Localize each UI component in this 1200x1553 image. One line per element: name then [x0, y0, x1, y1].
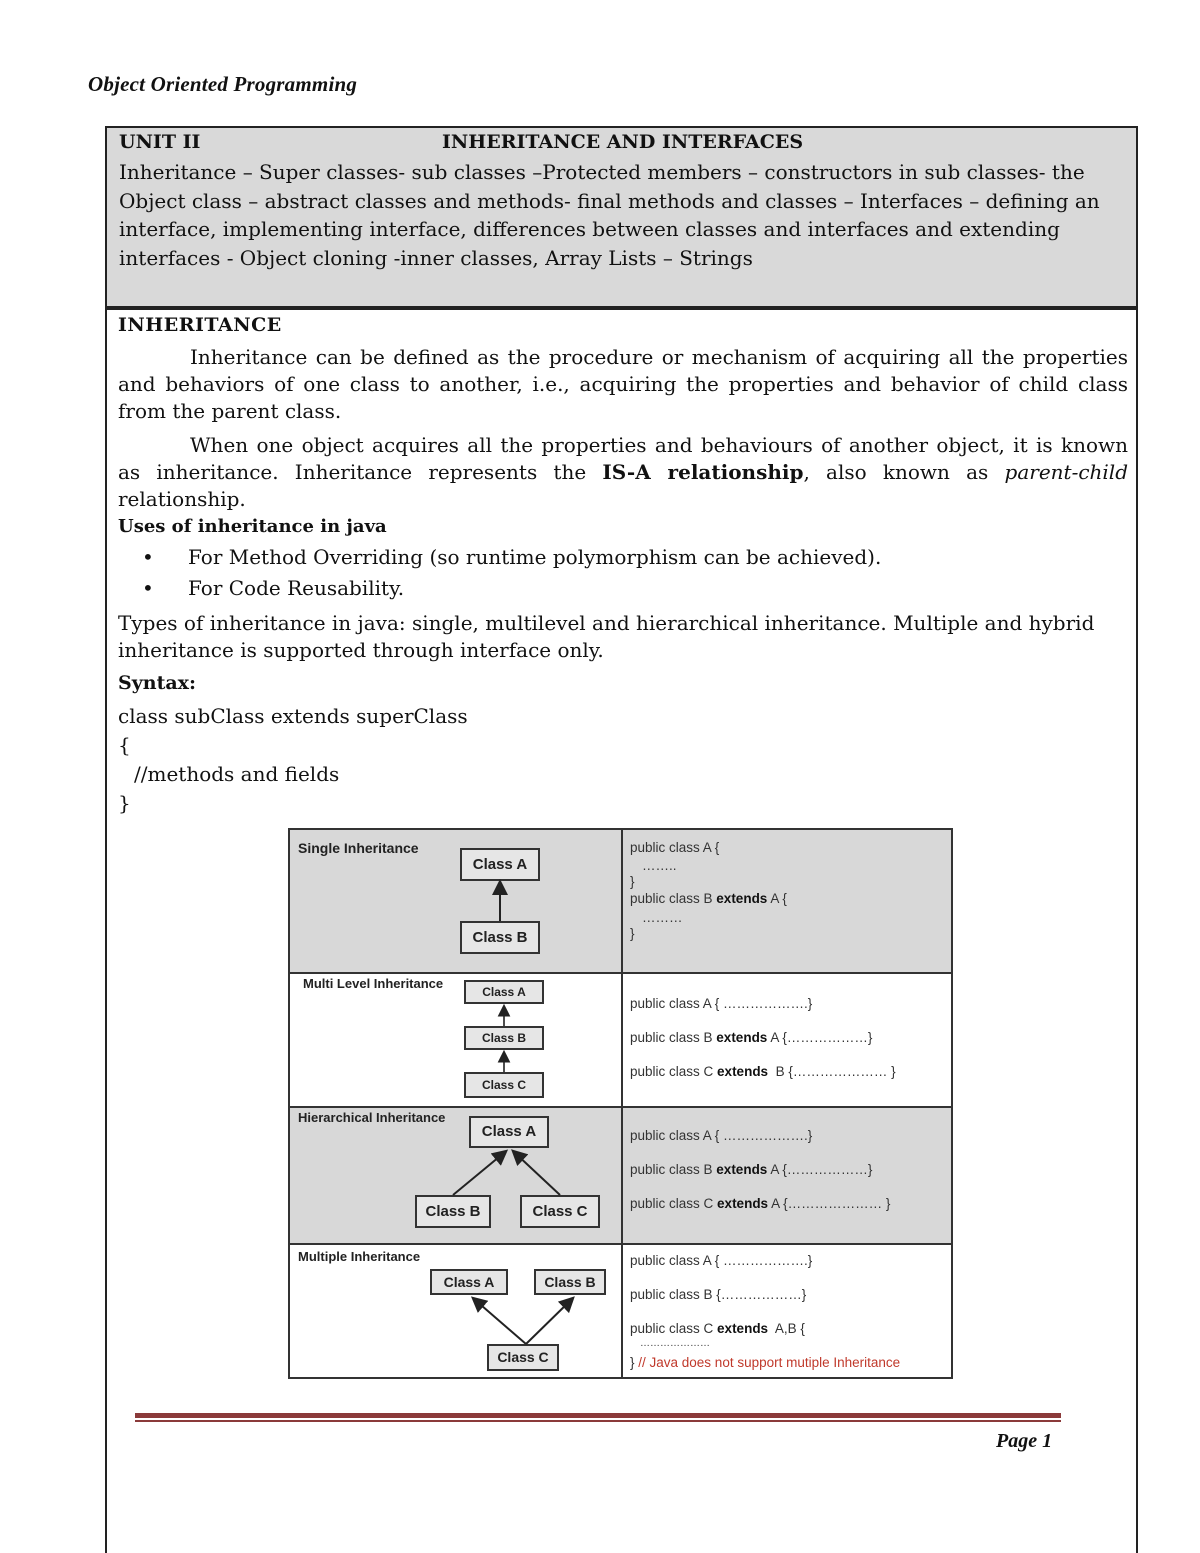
page-number: Page 1	[996, 1430, 1053, 1452]
code-multiple-line: …………………	[640, 1338, 710, 1349]
uses-item-text: For Code Reusability.	[188, 576, 405, 600]
class-a-box: Class A	[469, 1116, 549, 1148]
para2-text-b: , also known as	[803, 460, 1005, 484]
arrow-multiple-c-to-b	[526, 1299, 572, 1344]
syntax-code-line: //methods and fields	[134, 762, 340, 786]
code-single-line: }	[630, 926, 635, 941]
code-multiple-line: public class C extends A,B {	[630, 1321, 805, 1336]
class-c-box: Class C	[487, 1344, 559, 1371]
arrow-hier-c-to-a	[514, 1152, 560, 1195]
code-single-line: public class A {	[630, 840, 720, 855]
code-single-line: }	[630, 874, 635, 889]
arrow-hier-b-to-a	[453, 1152, 505, 1195]
syntax-code-line: class subClass extends superClass	[118, 704, 468, 728]
class-b-box: Class B	[415, 1195, 491, 1228]
section-title: INHERITANCE	[118, 314, 282, 336]
paragraph-types: Types of inheritance in java: single, multilevel and hierarchical inheritance. Multiple and hybrid inheritance is supported through interface only.	[118, 611, 1095, 662]
bullet-icon: •	[142, 576, 154, 600]
uses-title: Uses of inheritance in java	[118, 516, 387, 537]
unit-topics: Inheritance – Super classes- sub classes –Protected members – constructors in sub classes- the Object class – abstract classes and methods- final methods and classes – Interfaces – defining an interface, implementing interface, differences between classes and interfaces and extending interfaces - Object cloning -inner classes, Array Lists – Strings	[119, 160, 1100, 270]
row-label-hierarchical: Hierarchical Inheritance	[298, 1110, 446, 1125]
code-single-line: public class B extends A {	[630, 891, 787, 906]
paragraph-definition	[118, 344, 1128, 425]
row-label-multiple: Multiple Inheritance	[298, 1249, 421, 1264]
row-label-multilevel: Multi Level Inheritance	[303, 976, 444, 991]
class-c-box: Class C	[464, 1072, 544, 1098]
java-multiple-note: // Java does not support mutiple Inheritance	[634, 1355, 901, 1370]
code-single-line: ……..	[642, 858, 677, 873]
class-a-box: Class A	[464, 980, 544, 1004]
unit-label: UNIT II	[119, 131, 201, 153]
code-multiple-line: public class B {………………}	[630, 1287, 807, 1302]
diagram-arrows	[290, 830, 951, 1379]
is-a-relationship-term: IS-A relationship	[602, 460, 804, 484]
syntax-code-line: {	[118, 733, 131, 757]
code-multilevel-line: public class A { ……………….}	[630, 996, 813, 1011]
paragraph-is-a	[118, 432, 1128, 513]
uses-list-item	[142, 545, 881, 569]
arrow-multiple-c-to-a	[474, 1299, 526, 1344]
unit-summary-box	[105, 126, 1138, 308]
code-multiple-line: } // Java does not support mutiple Inheritance	[630, 1355, 901, 1370]
para2-text-c: relationship.	[118, 487, 246, 511]
footer-rule-thin	[135, 1420, 1061, 1422]
inheritance-types-diagram	[288, 828, 953, 1379]
para2-text-a: When one object acquires all the properties and behaviours of another object, it is known as inheritance. Inheritance represents the	[118, 433, 1128, 484]
code-multilevel-line: public class B extends A {………………}	[630, 1030, 873, 1045]
document-header-title: Object Oriented Programming	[88, 72, 358, 96]
syntax-title: Syntax:	[118, 672, 197, 694]
syntax-code-line: }	[118, 791, 131, 815]
code-single-line: ………	[642, 910, 683, 925]
class-a-box: Class A	[460, 848, 540, 881]
row-label-single: Single Inheritance	[298, 840, 419, 856]
uses-item-text: For Method Overriding (so runtime polymorphism can be achieved).	[188, 545, 882, 569]
unit-heading: INHERITANCE AND INTERFACES	[442, 131, 804, 153]
class-c-box: Class C	[520, 1195, 600, 1228]
paragraph-definition-text: Inheritance can be defined as the procedure or mechanism of acquiring all the properties and behaviors of one class to another, i.e., acquiring the properties and behavior of child class from the parent class.	[118, 345, 1128, 423]
code-hierarchical-line: public class A { ……………….}	[630, 1128, 813, 1143]
code-multilevel-line: public class C extends B {………………… }	[630, 1064, 896, 1079]
code-multiple-line: public class A { ……………….}	[630, 1253, 813, 1268]
uses-list-item	[142, 576, 404, 600]
class-b-box: Class B	[534, 1269, 606, 1295]
code-hierarchical-line: public class C extends A {………………… }	[630, 1196, 891, 1211]
class-b-box: Class B	[460, 921, 540, 954]
class-a-box: Class A	[430, 1269, 508, 1295]
code-hierarchical-line: public class B extends A {………………}	[630, 1162, 873, 1177]
parent-child-term: parent-child	[1004, 460, 1129, 484]
bullet-icon: •	[142, 545, 154, 569]
footer-rule	[135, 1413, 1061, 1418]
class-b-box: Class B	[464, 1026, 544, 1050]
